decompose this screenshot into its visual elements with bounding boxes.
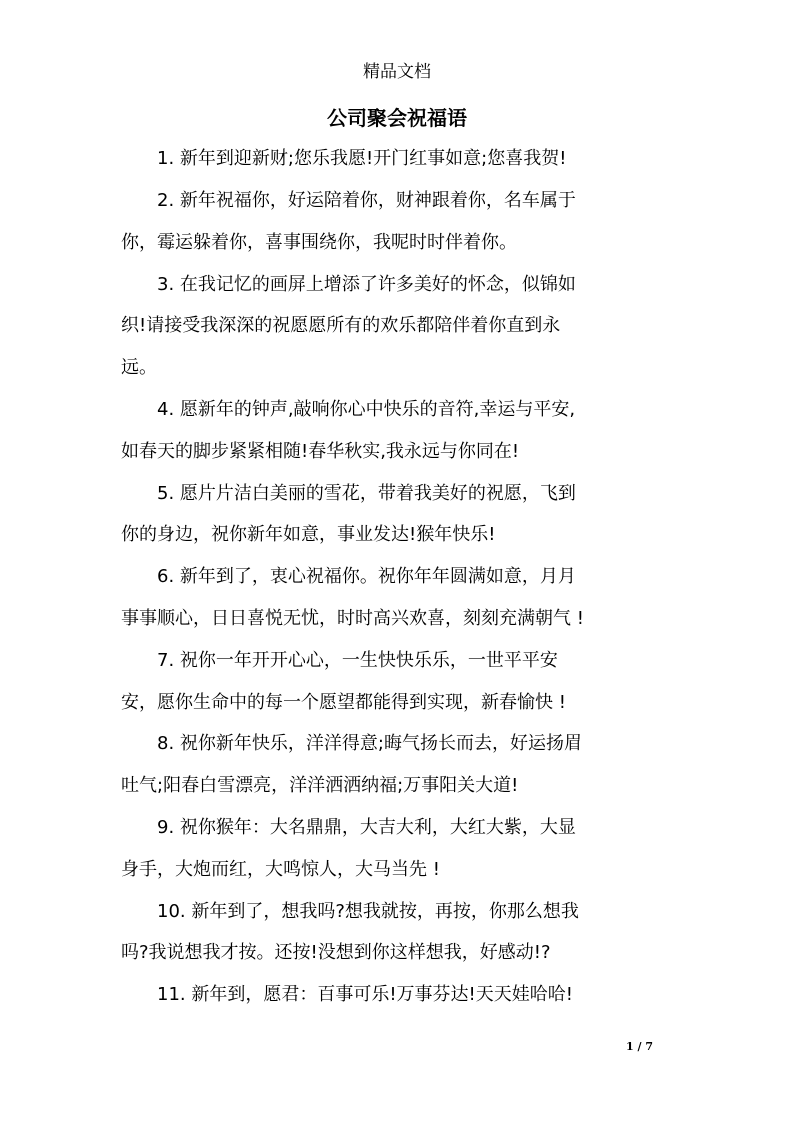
text-line: 吐气;阳春白雪漂亮，洋洋洒洒纳福;万事阳关大道! xyxy=(121,775,519,796)
text-line: 身手，大炮而红，大鸣惊人，大马当先 ! xyxy=(121,859,440,880)
document-title: 公司聚会祝福语 xyxy=(327,106,467,130)
text-line: 吗?我说想我才按。还按!没想到你这样想我，好感动!? xyxy=(121,942,551,963)
text-line: 织!请接受我深深的祝愿愿所有的欢乐都陪伴着你直到永 xyxy=(121,315,561,336)
text-line: 5. 愿片片洁白美丽的雪花，带着我美好的祝愿，飞到 xyxy=(121,483,576,504)
text-line: 8. 祝你新年快乐，洋洋得意;晦气扬长而去，好运扬眉 xyxy=(121,733,582,754)
text-line: 2. 新年祝福你，好运陪着你，财神跟着你，名车属于 xyxy=(121,190,576,211)
text-line: 你，霉运躲着你，喜事围绕你，我呢时时伴着你。 xyxy=(121,232,517,253)
document-header: 精品文档 xyxy=(363,62,431,82)
text-line: 如春天的脚步紧紧相随!春华秋实,我永远与你同在! xyxy=(121,441,520,462)
text-line: 3. 在我记忆的画屏上增添了许多美好的怀念，似锦如 xyxy=(121,274,576,295)
text-line: 4. 愿新年的钟声,敲响你心中快乐的音符,幸运与平安, xyxy=(121,399,576,420)
text-line: 7. 祝你一年开开心心，一生快快乐乐，一世平平安 xyxy=(121,650,558,671)
text-line: 9. 祝你猴年：大名鼎鼎，大吉大利，大红大紫，大显 xyxy=(121,817,576,838)
text-line: 1. 新年到迎新财;您乐我愿!开门红事如意;您喜我贺! xyxy=(121,148,567,169)
text-line: 安，愿你生命中的每一个愿望都能得到实现，新春愉快 ! xyxy=(121,692,566,713)
text-line: 10. 新年到了，想我吗?想我就按，再按，你那么想我 xyxy=(121,901,579,922)
text-line: 远。 xyxy=(121,357,157,378)
text-line: 6. 新年到了，衷心祝福你。祝你年年圆满如意，月月 xyxy=(121,566,576,587)
text-line: 你的身边，祝你新年如意，事业发达!猴年快乐! xyxy=(121,524,496,545)
text-line: 事事顺心，日日喜悦无忧，时时高兴欢喜，刻刻充满朝气 ! xyxy=(121,608,584,629)
text-line: 11. 新年到，愿君：百事可乐!万事芬达!天天娃哈哈! xyxy=(121,984,573,1005)
page-number: 1 / 7 xyxy=(626,1040,653,1053)
